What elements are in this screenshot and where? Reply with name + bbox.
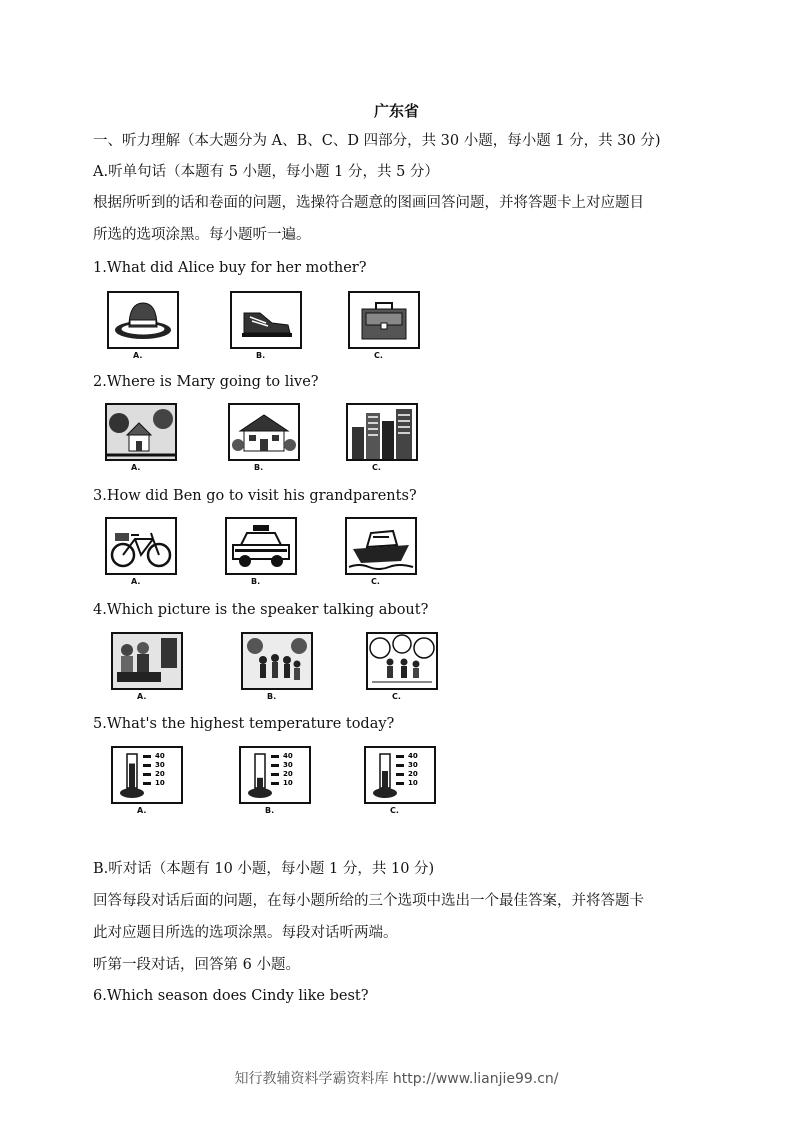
scale-tick bbox=[396, 764, 404, 767]
option-label: B. bbox=[267, 692, 277, 701]
option-b[interactable] bbox=[228, 403, 300, 483]
option-label: C. bbox=[390, 806, 399, 815]
question-5-options bbox=[103, 746, 463, 826]
option-a[interactable] bbox=[105, 517, 177, 597]
sneakers-icon bbox=[232, 293, 300, 347]
option-c[interactable] bbox=[346, 403, 418, 483]
scale-tick bbox=[396, 755, 404, 758]
thermometer-bulb bbox=[373, 788, 397, 798]
bicycle-icon bbox=[107, 519, 175, 573]
option-label: C. bbox=[374, 351, 383, 360]
section1-heading: 一、听力理解（本大题分为 A、B、C、D 四部分，共 30 小题，每小题 1 分，共 30 分) bbox=[93, 133, 661, 149]
scale-label: 30 bbox=[283, 761, 293, 769]
scale-label: 30 bbox=[408, 761, 418, 769]
scale-label: 30 bbox=[155, 761, 165, 769]
scale-label: 10 bbox=[155, 779, 165, 787]
bag-icon bbox=[350, 293, 418, 347]
scale-label: 20 bbox=[283, 770, 293, 778]
option-label: A. bbox=[131, 577, 141, 586]
scale-label: 20 bbox=[155, 770, 165, 778]
scale-tick bbox=[271, 755, 279, 758]
option-b[interactable] bbox=[241, 632, 313, 712]
thermometer-bulb bbox=[120, 788, 144, 798]
question-2-options bbox=[103, 403, 463, 483]
ship-icon bbox=[347, 519, 415, 573]
thermometer-icon bbox=[366, 748, 434, 802]
mercury-level bbox=[382, 771, 388, 788]
city-buildings-icon bbox=[348, 405, 416, 459]
partB-heading: B.听对话（本题有 10 小题，每小题 1 分，共 10 分) bbox=[93, 861, 435, 877]
question-5-text: 5.What's the highest temperature today? bbox=[93, 716, 395, 732]
partB-instruction-line: 回答每段对话后面的问题，在每小题所给的三个选项中选出一个最佳答案，并将答题卡 bbox=[93, 893, 644, 909]
question-4-options bbox=[103, 632, 463, 712]
option-c[interactable] bbox=[364, 746, 436, 826]
scale-label: 40 bbox=[408, 752, 418, 760]
scale-label: 20 bbox=[408, 770, 418, 778]
option-label: C. bbox=[392, 692, 401, 701]
scale-tick bbox=[143, 773, 151, 776]
scale-tick bbox=[271, 764, 279, 767]
option-label: A. bbox=[137, 806, 147, 815]
street-crowd-icon bbox=[243, 634, 311, 688]
option-a[interactable] bbox=[111, 632, 183, 712]
page-title: 广东省 bbox=[373, 102, 419, 120]
question-2-text: 2.Where is Mary going to live? bbox=[93, 374, 319, 390]
scale-tick bbox=[143, 755, 151, 758]
option-label: A. bbox=[131, 463, 141, 472]
option-b[interactable] bbox=[230, 291, 302, 371]
option-label: B. bbox=[265, 806, 275, 815]
mercury-level bbox=[129, 764, 135, 788]
scale-tick bbox=[143, 782, 151, 785]
question-1-text: 1.What did Alice buy for her mother? bbox=[93, 260, 367, 276]
question-1-options bbox=[103, 291, 463, 371]
question-4-text: 4.Which picture is the speaker talking about? bbox=[93, 602, 429, 618]
scale-label: 40 bbox=[283, 752, 293, 760]
scale-tick bbox=[271, 773, 279, 776]
option-label: B. bbox=[254, 463, 264, 472]
scale-label: 10 bbox=[408, 779, 418, 787]
scale-label: 40 bbox=[155, 752, 165, 760]
scale-tick bbox=[143, 764, 151, 767]
mercury-level bbox=[257, 778, 263, 788]
scale-tick bbox=[271, 782, 279, 785]
option-a[interactable] bbox=[107, 291, 179, 371]
scale-tick bbox=[396, 782, 404, 785]
park-people-icon bbox=[368, 634, 436, 688]
thermometer-bulb bbox=[248, 788, 272, 798]
partB-instruction-line: 此对应题目所选的选项涂黑。每段对话听两端。 bbox=[93, 925, 398, 941]
footer-watermark: 知行教辅资料学霸资料库 http://www.lianjie99.cn/ bbox=[234, 1071, 559, 1087]
option-a[interactable] bbox=[111, 746, 183, 826]
house-icon bbox=[230, 405, 298, 459]
question-6-text: 6.Which season does Cindy like best? bbox=[93, 988, 369, 1004]
option-c[interactable] bbox=[348, 291, 420, 371]
taxi-icon bbox=[227, 519, 295, 573]
partA-instruction-line: 根据所听到的话和卷面的问题，选操符合题意的图画回答问题，并将答题卡上对应题目 bbox=[93, 195, 644, 211]
thermometer-icon bbox=[241, 748, 309, 802]
family-room-icon bbox=[113, 634, 181, 688]
option-b[interactable] bbox=[225, 517, 297, 597]
option-label: C. bbox=[372, 463, 381, 472]
option-label: C. bbox=[371, 577, 380, 586]
question-3-options bbox=[103, 517, 463, 597]
thermometer-icon bbox=[113, 748, 181, 802]
scale-tick bbox=[396, 773, 404, 776]
option-label: B. bbox=[256, 351, 266, 360]
scale-label: 10 bbox=[283, 779, 293, 787]
option-c[interactable] bbox=[345, 517, 417, 597]
option-label: A. bbox=[133, 351, 143, 360]
village-icon bbox=[107, 405, 175, 459]
option-b[interactable] bbox=[239, 746, 311, 826]
option-label: B. bbox=[251, 577, 261, 586]
option-label: A. bbox=[137, 692, 147, 701]
partA-instruction-line: 所选的选项涂黑。每小题听一遍。 bbox=[93, 227, 311, 243]
dialog1-prompt: 听第一段对话，回答第 6 小题。 bbox=[93, 957, 300, 973]
hat-icon bbox=[109, 293, 177, 347]
option-c[interactable] bbox=[366, 632, 438, 712]
question-3-text: 3.How did Ben go to visit his grandparents? bbox=[93, 488, 417, 504]
partA-heading: A.听单句话（本题有 5 小题，每小题 1 分，共 5 分） bbox=[93, 164, 439, 180]
option-a[interactable] bbox=[105, 403, 177, 483]
